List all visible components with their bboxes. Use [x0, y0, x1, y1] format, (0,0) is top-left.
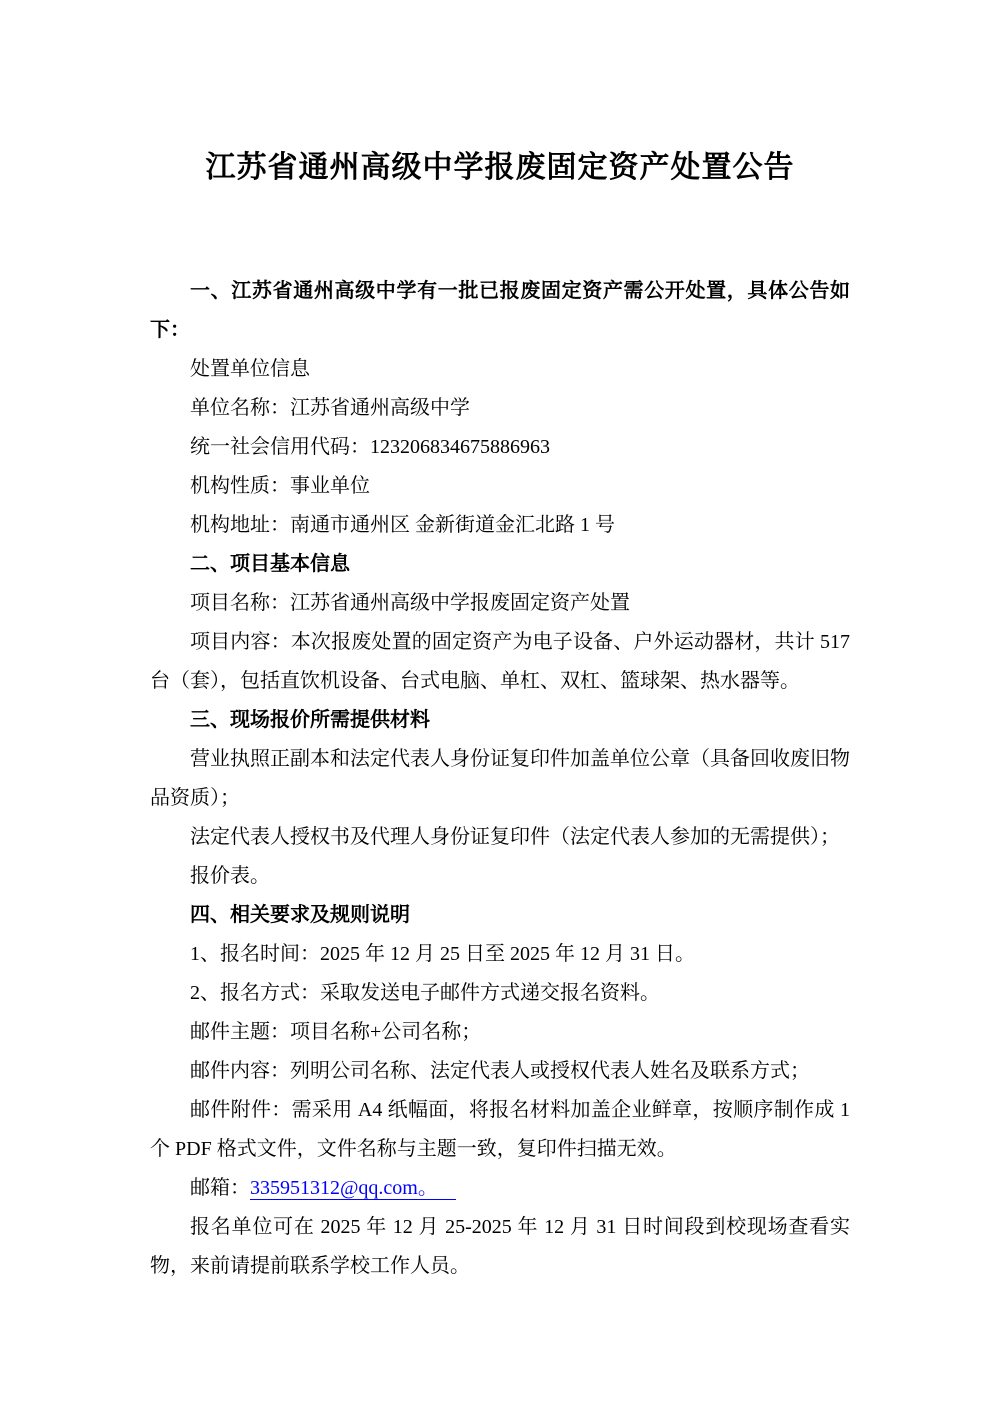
paragraph-unit-name: 单位名称：江苏省通州高级中学: [190, 397, 470, 419]
paragraph-org-type: 机构性质：事业单位: [190, 475, 370, 497]
paragraph-material-quotation: 报价表。: [190, 865, 270, 887]
paragraph-rule-time: 1、报名时间：2025 年 12 月 25 日至 2025 年 12 月 31 日。: [190, 943, 695, 965]
paragraph-mail-attachment: 邮件附件：需采用 A4 纸幅面，将报名材料加盖企业鲜章，按顺序制作成 1 个 PDF 格式文件，文件名称与主题一致，复印件扫描无效。: [150, 1099, 850, 1160]
paragraph-material-authorization: 法定代表人授权书及代理人身份证复印件（法定代表人参加的无需提供）；: [190, 826, 840, 848]
email-link[interactable]: 335951312@qq.com。: [250, 1177, 456, 1200]
paragraph-email: [150, 1169, 850, 1208]
document-title: 江苏省通州高级中学报废固定资产处置公告: [205, 151, 795, 184]
paragraph-project-content: 项目内容：本次报废处置的固定资产为电子设备、户外运动器材，共计 517 台（套），包括直饮机设备、台式电脑、单杠、双杠、篮球架、热水器等。: [150, 631, 850, 692]
heading-materials: 三、现场报价所需提供材料: [190, 709, 430, 731]
paragraph-mail-subject: 邮件主题：项目名称+公司名称；: [190, 1021, 482, 1043]
heading-rules: 四、相关要求及规则说明: [190, 904, 410, 926]
heading-project-info: 二、项目基本信息: [190, 553, 350, 575]
paragraph-mail-content: 邮件内容：列明公司名称、法定代表人或授权代表人姓名及联系方式；: [190, 1060, 810, 1082]
paragraph-project-name: 项目名称：江苏省通州高级中学报废固定资产处置: [190, 592, 630, 614]
paragraph-rule-method: 2、报名方式：采取发送电子邮件方式递交报名资料。: [190, 982, 660, 1004]
paragraph-intro: 一、江苏省通州高级中学有一批已报废固定资产需公开处置，具体公告如下：: [150, 280, 850, 341]
paragraph-unit-info-label: 处置单位信息: [190, 358, 310, 380]
email-label: 邮箱：: [190, 1177, 250, 1199]
paragraph-visit-note: 报名单位可在 2025 年 12 月 25-2025 年 12 月 31 日时间段到校现场查看实物，来前请提前联系学校工作人员。: [150, 1216, 850, 1277]
paragraph-credit-code: 统一社会信用代码：123206834675886963: [190, 436, 550, 458]
paragraph-material-license: 营业执照正副本和法定代表人身份证复印件加盖单位公章（具备回收废旧物品资质）；: [150, 748, 850, 809]
paragraph-org-address: 机构地址：南通市通州区 金新街道金汇北路 1 号: [190, 514, 615, 536]
